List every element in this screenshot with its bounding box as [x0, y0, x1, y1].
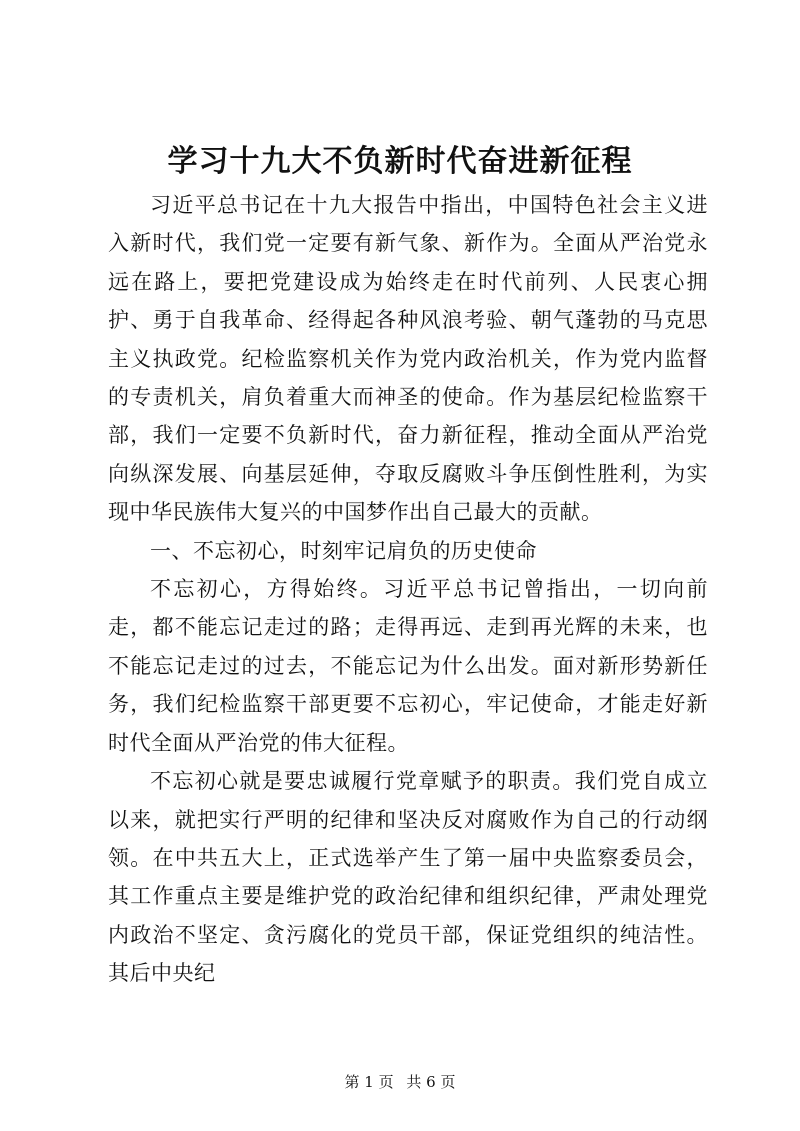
- paragraph: 不忘初心，方得始终。习近平总书记曾指出，一切向前走，都不能忘记走过的路；走得再远、走到再光辉的未来，也不能忘记走过的过去，不能忘记为什么出发。面对新形势新任务，我们纪检监察干部更要不忘初心，牢记使命，才能走好新时代全面从严治党的伟大征程。: [108, 577, 708, 755]
- page-number: 第 1 页: [344, 1073, 394, 1091]
- document-body: [108, 186, 708, 993]
- page-footer: [0, 1072, 800, 1092]
- page-total: 共 6 页: [406, 1073, 456, 1091]
- paragraph: 习近平总书记在十九大报告中指出，中国特色社会主义进入新时代，我们党一定要有新气象、新作为。全面从严治党永远在路上，要把党建设成为始终走在时代前列、人民衷心拥护、勇于自我革命、经得起各种风浪考验、朝气蓬勃的马克思主义执政党。纪检监察机关作为党内政治机关，作为党内监督的专责机关，肩负着重大而神圣的使命。作为基层纪检监察干部，我们一定要不负新时代，奋力新征程，推动全面从严治党向纵深发展、向基层延伸，夺取反腐败斗争压倒性胜利，为实现中华民族伟大复兴的中国梦作出自己最大的贡献。: [108, 193, 708, 525]
- document-title: 学习十九大不负新时代奋进新征程: [167, 144, 633, 179]
- paragraph: 不忘初心就是要忠诚履行党章赋予的职责。我们党自成立以来，就把实行严明的纪律和坚决反对腐败作为自己的行动纲领。在中共五大上，正式选举产生了第一届中央监察委员会，其工作重点主要是维护党的政治纪律和组织纪律，严肃处理党内政治不坚定、贪污腐化的党员干部，保证党组织的纯洁性。其后中央纪: [108, 769, 708, 986]
- section-heading: 一、不忘初心，时刻牢记肩负的历史使命: [150, 538, 537, 563]
